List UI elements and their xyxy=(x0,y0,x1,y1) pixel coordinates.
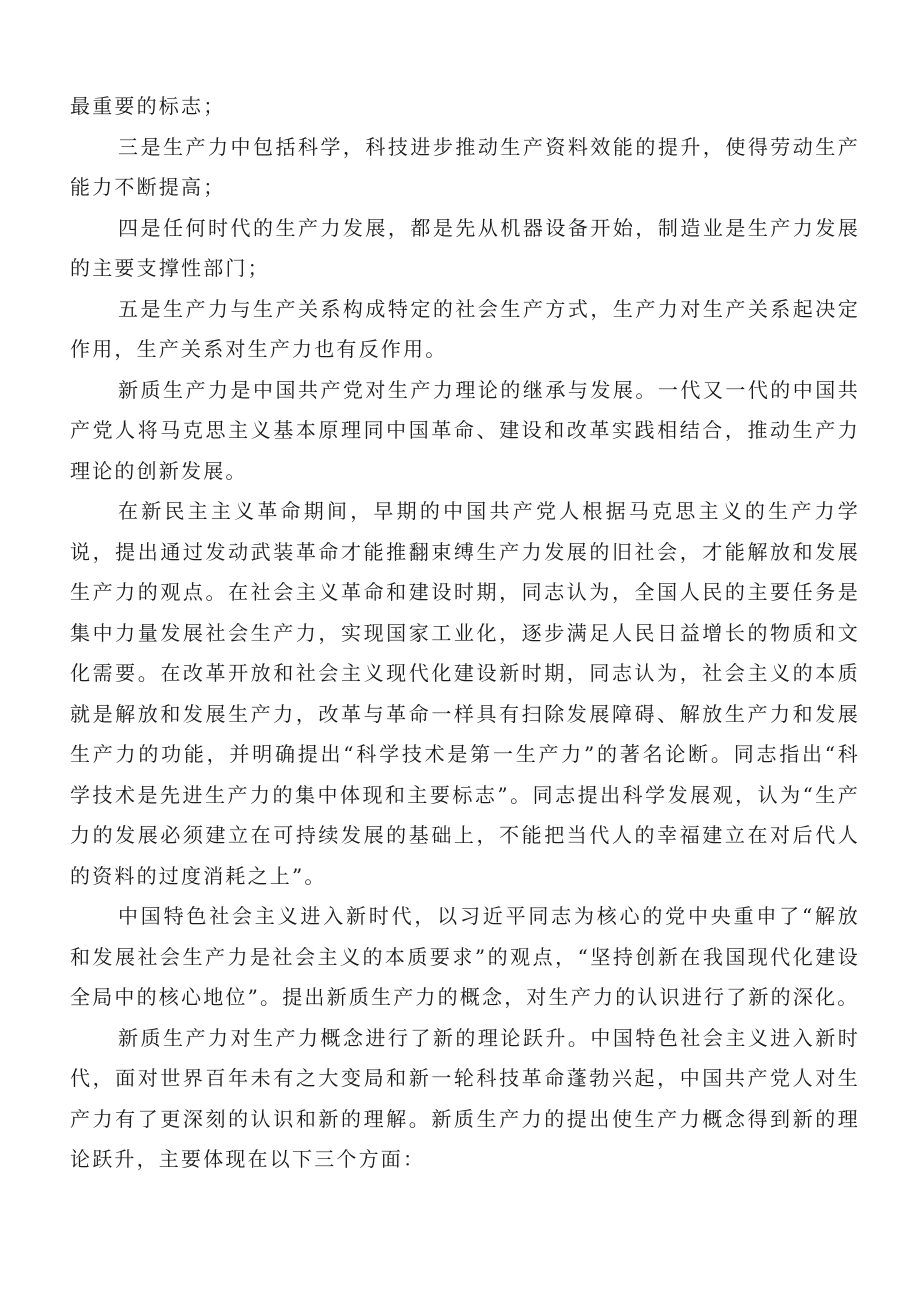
paragraph: 五是生产力与生产关系构成特定的社会生产方式，生产力对生产关系起决定作用，生产关系对生产力也有反作用。 xyxy=(70,296,860,361)
paragraph-continuation: 最重要的标志； xyxy=(70,94,226,118)
paragraph: 中国特色社会主义进入新时代，以习近平同志为核心的党中央重申了“解放和发展社会生产力是社会主义的本质要求”的观点，“坚持创新在我国现代化建设全局中的核心地位”。提出新质生产力的概念，对生产力的认识进行了新的深化。 xyxy=(70,904,860,1009)
paragraph: 新质生产力对生产力概念进行了新的理论跃升。中国特色社会主义进入新时代，面对世界百年未有之大变局和新一轮科技革命蓬勃兴起，中国共产党人对生产力有了更深刻的认识和新的理解。新质生产力的提出使生产力概念得到新的理论跃升，主要体现在以下三个方面： xyxy=(70,1025,860,1171)
paragraph: 在新民主主义革命期间，早期的中国共产党人根据马克思主义的生产力学说，提出通过发动武装革命才能推翻束缚生产力发展的旧社会，才能解放和发展生产力的观点。在社会主义革命和建设时期，同志认为，全国人民的主要任务是集中力量发展社会生产力，实现国家工业化，逐步满足人民日益增长的物质和文化需要。在改革开放和社会主义现代化建设新时期，同志认为，社会主义的本质就是解放和发展生产力，改革与革命一样具有扫除发展障碍、解放生产力和发展生产力的功能，并明确提出“科学技术是第一生产力”的著名论断。同志指出“科学技术是先进生产力的集中体现和主要标志”。同志提出科学发展观，认为“生产力的发展必须建立在可持续发展的基础上，不能把当代人的幸福建立在对后代人的资料的过度消耗之上”。 xyxy=(70,499,860,888)
paragraph: 新质生产力是中国共产党对生产力理论的继承与发展。一代又一代的中国共产党人将马克思主义基本原理同中国革命、建设和改革实践相结合，推动生产力理论的创新发展。 xyxy=(70,377,860,483)
paragraph: 三是生产力中包括科学，科技进步推动生产资料效能的提升，使得劳动生产能力不断提高； xyxy=(70,134,860,199)
body-text xyxy=(70,86,860,1180)
paragraph: 四是任何时代的生产力发展，都是先从机器设备开始，制造业是生产力发展的主要支撑性部门； xyxy=(70,215,860,280)
